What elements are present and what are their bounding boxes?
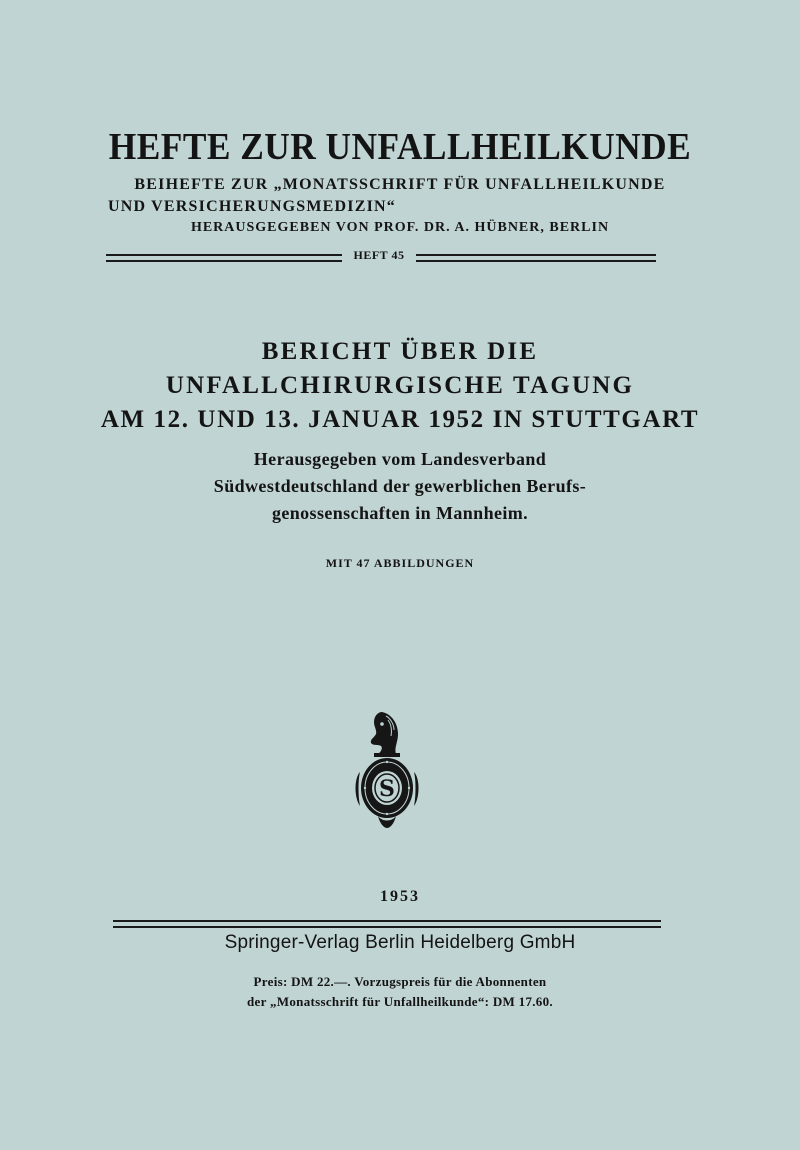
series-subtitle-line1: BEIHEFTE ZUR „MONATSSCHRIFT FÜR UNFALLHEILKUNDE (134, 176, 666, 193)
series-subtitle-line2: UND VERSICHERUNGSMEDIZIN“ (108, 198, 396, 215)
price-line2: der „Monatsschrift für Unfallheilkunde“: DM 17.60. (247, 994, 553, 1009)
illustrations-note: MIT 47 ABBILDUNGEN (325, 556, 475, 570)
series-editor: HERAUSGEGEBEN VON PROF. DR. A. HÜBNER, BERLIN (190, 220, 610, 235)
editor-statement-line2: Südwestdeutschland der gewerblichen Berufs- (213, 476, 587, 496)
book-title-line1: BERICHT ÜBER DIE (261, 338, 539, 365)
book-title-line2: UNFALLCHIRURGISCHE TAGUNG (165, 372, 635, 399)
series-title: HEFTE ZUR UNFALLHEILKUNDE (108, 126, 692, 168)
springer-knight-emblem-icon (352, 708, 422, 830)
publication-year: 1953 (380, 888, 420, 905)
svg-text:S: S (379, 776, 395, 802)
double-rule-imprint (113, 920, 661, 928)
issue-number: HEFT 45 (353, 248, 405, 262)
book-title-line3: AM 12. UND 13. JANUAR 1952 IN STUTTGART (100, 406, 700, 433)
editor-statement-line1: Herausgegeben vom Landesverband (253, 449, 547, 469)
editor-statement-line3: genossenschaften in Mannheim. (271, 503, 529, 523)
issue-rule-row (106, 248, 656, 264)
publisher-name: Springer-Verlag Berlin Heidelberg GmbH (224, 932, 576, 953)
double-rule-left (106, 254, 342, 262)
double-rule-right (416, 254, 656, 262)
price-line1: Preis: DM 22.—. Vorzugspreis für die Abonnenten (253, 974, 547, 989)
